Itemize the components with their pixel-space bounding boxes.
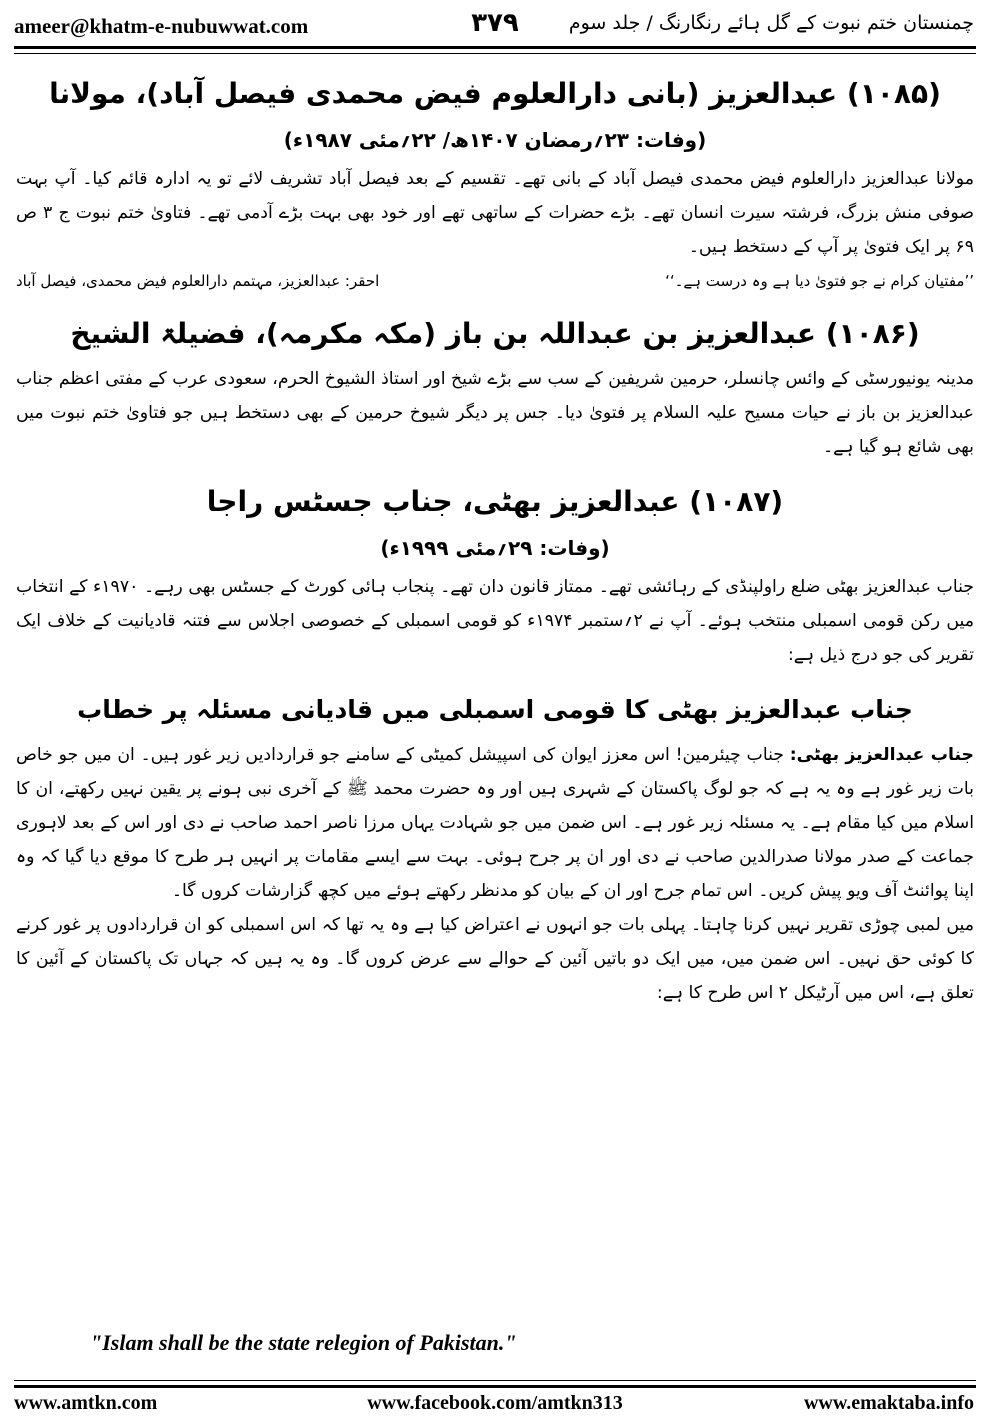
footer-rule-thin <box>14 1380 976 1381</box>
section-heading-1086: (۱۰۸۶) عبدالعزیز بن عبداللہ بن باز (مکہ مکرمہ)، فضیلۃ الشیخ <box>70 317 920 350</box>
section-heading-1087: (۱۰۸۷) عبدالعزیز بھٹی، جناب جسٹس راجا <box>206 485 784 518</box>
footer-rule-thick <box>14 1385 976 1388</box>
paragraph-1086: مدینہ یونیورسٹی کے وائس چانسلر، حرمین شریفین کے سب سے بڑے شیخ اور استاذ الشیوخ الحرم، سعودی عرب کے مفتی اعظم جناب عبدالعزیز بن باز نے حیات مسیح علیہ السلام پر فتویٰ دیا۔ جس پر دیگر شیوخ حرمین کے بھی دستخط ہیں جو فتاویٰ ختم نبوت میں بھی شائع ہو گیا ہے۔ <box>16 369 974 457</box>
header-email: ameer@khatm-e-nubuwwat.com <box>14 14 309 38</box>
paragraph-1087: جناب عبدالعزیز بھٹی ضلع راولپنڈی کے رہائشی تھے۔ ممتاز قانون دان تھے۔ پنجاب ہائی کورٹ کے جسٹس بھی رہے۔ ۱۹۷۰ء کے انتخاب میں رکن قومی اسمبلی منتخب ہوئے۔ آپ نے ۲؍ستمبر ۱۹۷۴ء کو قومی اسمبلی کے خصوصی اجلاس سے فتنہ قادیانیت کے خلاف ایک تقریر کی جو درج ذیل ہے: <box>16 577 974 665</box>
speech-paragraph-2: میں لمبی چوڑی تقریر نہیں کرنا چاہتا۔ پہلی بات جو انہوں نے اعتراض کیا ہے وہ یہ تھا کہ اس اسمبلی کو ان قراردادوں پر غور کرنے کا کوئی حق نہیں۔ اس ضمن میں، میں ایک دو باتیں آئین کے حوالے سے عرض کروں گا۔ وہ یہ ہیں کہ جہاں تک پاکستان کے آئین کا تعلق ہے، اس میں آرٹیکل ۲ اس طرح کا ہے: <box>16 915 974 1003</box>
section-heading-1085: (۱۰۸۵) عبدالعزیز (بانی دارالعلوم فیض محمدی فیصل آباد)، مولانا <box>49 77 941 110</box>
speech-text-1: جناب چیئرمین! اس معزز ایوان کی اسپیشل کمیٹی کے سامنے جو قراردادیں زیر غور ہیں۔ ان میں جو خاص بات زیر غور ہے وہ یہ ہے کہ جو لوگ پاکستان کے شہری ہیں اور وہ حضرت محمد ﷺ کے آخری نبی ہونے پر یقین نہیں رکھتے، ان کا اسلام میں کیا مقام ہے۔ یہ مسئلہ زیر غور ہے۔ اس ضمن میں جو شہادت یہاں مرزا ناصر احمد صاحب نے دی اور اس کے بعد لاہوری جماعت کے صدر مولانا صدرالدین صاحب نے دی اور ان پر جرح ہوئی۔ بہت سے ایسے مقامات پر انہیں ہر طرح کا موقع دیا گیا کہ وہ اپنا پوائنٹ آف ویو پیش کریں۔ اس تمام جرح اور ان کے بیان کو مدنظر رکھتے ہوئے میں کچھ گزارشات کروں گا۔ <box>16 745 974 901</box>
page-header <box>0 0 990 48</box>
speech-title: جناب عبدالعزیز بھٹی کا قومی اسمبلی میں قادیانی مسئلہ پر خطاب <box>77 695 913 724</box>
speaker-name: جناب عبدالعزیز بھٹی: <box>789 745 974 765</box>
book-title: چمنستان ختم نبوت کے گل ہائے رنگارنگ / جلد سوم <box>568 12 974 34</box>
header-rule-thick <box>14 46 976 49</box>
footer-link-amtkn[interactable]: www.amtkn.com <box>14 1392 158 1414</box>
english-quote: "Islam shall be the state relegion of Pakistan." <box>90 1330 517 1355</box>
page-number: ۳۷۹ <box>471 8 519 38</box>
speech-paragraph-1 <box>16 738 974 908</box>
fatwa-signature: احقر: عبدالعزیز، مہتمم دارالعلوم فیض محمدی، فیصل آباد <box>16 272 380 290</box>
fatwa-endorsement <box>16 266 974 296</box>
paragraph-1085: مولانا عبدالعزیز دارالعلوم فیض محمدی فیصل آباد کے بانی تھے۔ تقسیم کے بعد فیصل آباد تشریف لائے تو یہ ادارہ قائم کیا۔ آپ بہت صوفی منش بزرگ، فرشتہ سیرت انسان تھے۔ بڑے حضرات کے ساتھی تھے اور خود بھی بہت بڑے آدمی تھے۔ فتاویٰ ختم نبوت ج ۳ ص ۶۹ پر ایک فتویٰ پر آپ کے دستخط ہیں۔ <box>16 169 975 257</box>
page-content <box>16 62 974 1010</box>
fatwa-quote: ’’مفتیان کرام نے جو فتویٰ دیا ہے وہ درست ہے۔‘‘ <box>665 272 974 290</box>
death-date-1085: (وفات: ۲۳؍رمضان ۱۴۰۷ھ/ ۲۲؍مئی ۱۹۸۷ء) <box>283 128 707 152</box>
header-rule-thin <box>14 53 976 54</box>
death-date-1087: (وفات: ۲۹؍مئی ۱۹۹۹ء) <box>380 536 610 560</box>
page-footer <box>0 1392 990 1420</box>
footer-link-facebook[interactable]: www.facebook.com/amtkn313 <box>367 1392 623 1414</box>
footer-link-emaktaba[interactable]: www.emaktaba.info <box>803 1392 974 1414</box>
